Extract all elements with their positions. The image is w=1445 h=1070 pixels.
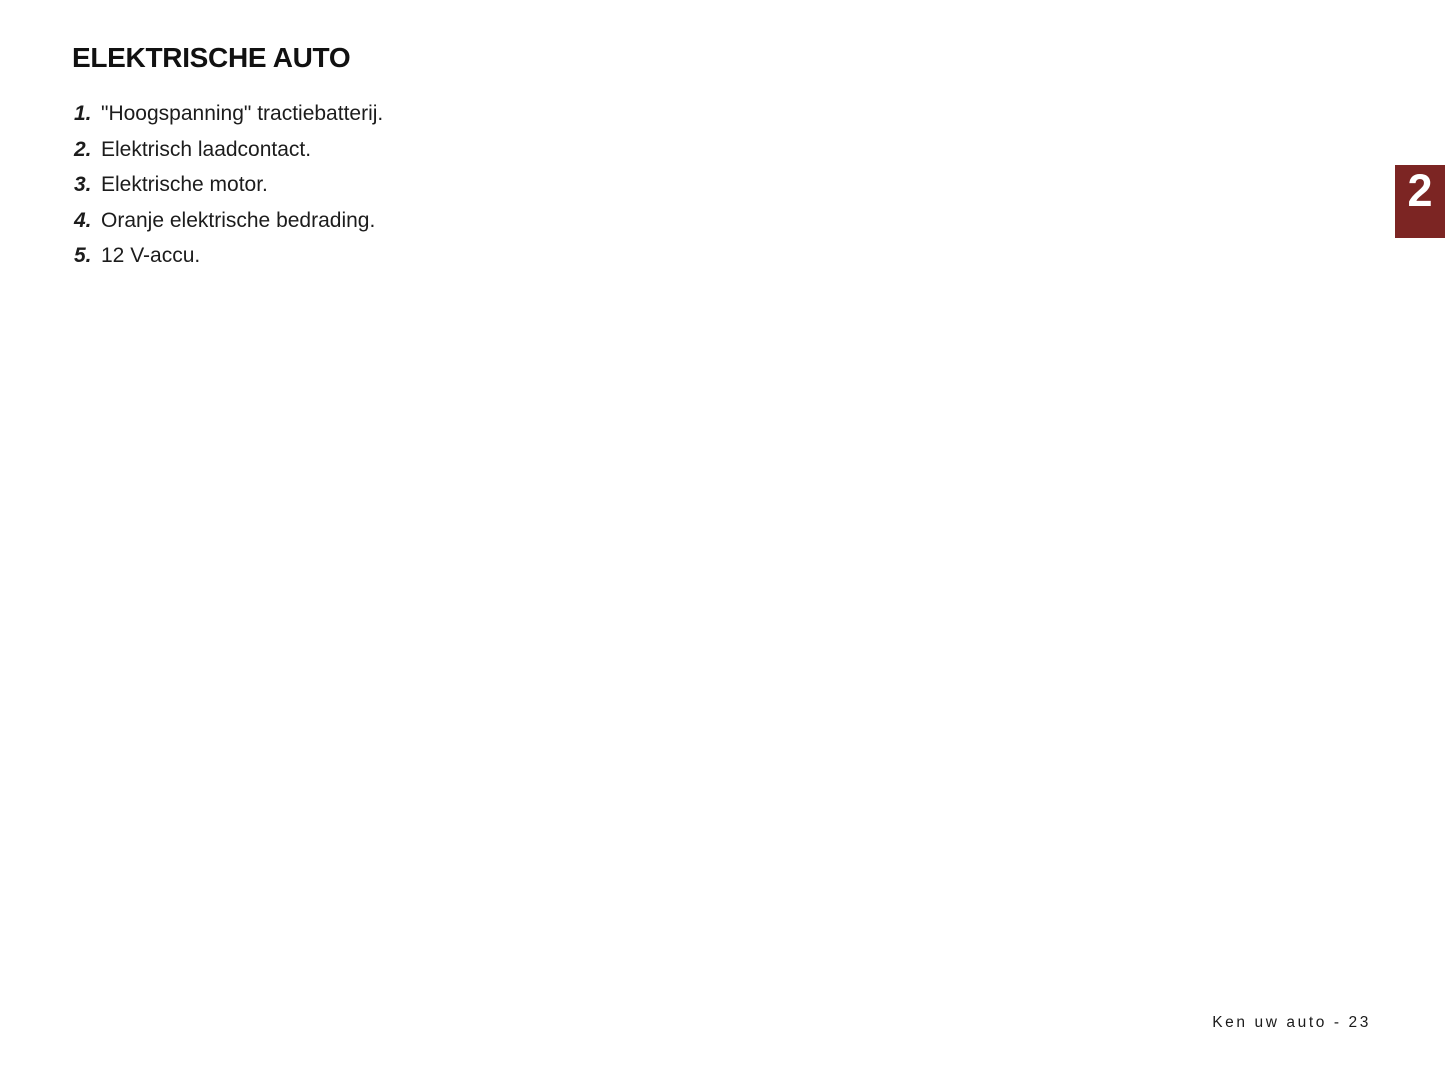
list-item-number: 2. bbox=[74, 137, 92, 161]
list-item-text: 12 V-accu. bbox=[101, 244, 201, 267]
list-item bbox=[74, 244, 383, 280]
list-item-number: 1. bbox=[74, 102, 92, 125]
numbered-list bbox=[74, 102, 383, 280]
list-item-number: 5. bbox=[74, 244, 92, 267]
list-item-text: Oranje elektrische bedrading. bbox=[101, 208, 376, 232]
list-item bbox=[74, 102, 383, 138]
list-item-number: 4. bbox=[74, 208, 92, 232]
page-title: ELEKTRISCHE AUTO bbox=[72, 42, 351, 73]
list-item-text: Elektrische motor. bbox=[101, 173, 268, 196]
list-item bbox=[74, 138, 383, 174]
page-footer: Ken uw auto - 23 bbox=[1212, 1014, 1371, 1031]
chapter-tab: 2 bbox=[1395, 165, 1445, 238]
list-item-text: "Hoogspanning" tractiebatterij. bbox=[101, 102, 384, 125]
list-item bbox=[74, 209, 383, 245]
list-item-text: Elektrisch laadcontact. bbox=[101, 137, 312, 161]
list-item bbox=[74, 173, 383, 209]
list-item-number: 3. bbox=[74, 173, 92, 196]
